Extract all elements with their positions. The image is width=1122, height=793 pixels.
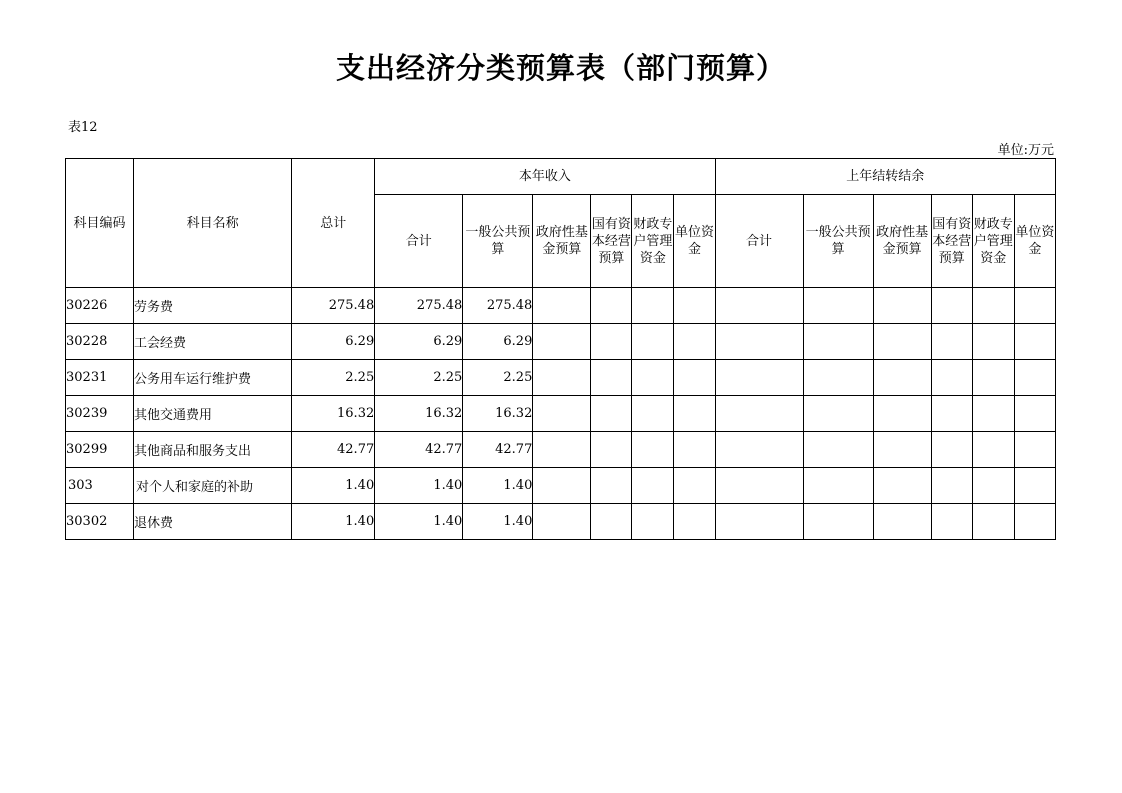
cell-general-budget: 1.40 xyxy=(463,504,533,540)
cell-code: 30231 xyxy=(66,360,134,396)
empty-cell xyxy=(931,324,972,360)
budget-table xyxy=(65,158,1056,540)
empty-cell xyxy=(632,432,674,468)
cell-total: 16.32 xyxy=(292,396,375,432)
cell-subtotal: 6.29 xyxy=(375,324,463,360)
empty-cell xyxy=(533,324,591,360)
empty-cell xyxy=(873,360,931,396)
header-carryover-gov-fund: 政府性基金预算 xyxy=(873,195,931,288)
cell-total: 275.48 xyxy=(292,288,375,324)
cell-code: 30299 xyxy=(66,432,134,468)
empty-cell xyxy=(972,504,1014,540)
empty-cell xyxy=(533,432,591,468)
table-row xyxy=(66,288,1056,324)
empty-cell xyxy=(533,396,591,432)
empty-cell xyxy=(591,396,632,432)
table-number: 表12 xyxy=(68,120,98,135)
table-row xyxy=(66,360,1056,396)
empty-cell xyxy=(632,468,674,504)
table-row xyxy=(66,396,1056,432)
empty-cell xyxy=(1014,432,1055,468)
cell-total: 1.40 xyxy=(292,504,375,540)
empty-cell xyxy=(931,396,972,432)
empty-cell xyxy=(873,396,931,432)
header-carryover-subtotal: 合计 xyxy=(715,195,803,288)
table-row xyxy=(66,432,1056,468)
empty-cell xyxy=(873,468,931,504)
cell-name: 其他商品和服务支出 xyxy=(134,432,292,468)
empty-cell xyxy=(632,324,674,360)
empty-cell xyxy=(931,468,972,504)
cell-general-budget: 6.29 xyxy=(463,324,533,360)
table-row xyxy=(66,504,1056,540)
empty-cell xyxy=(632,504,674,540)
cell-general-budget: 42.77 xyxy=(463,432,533,468)
empty-cell xyxy=(1014,468,1055,504)
empty-cell xyxy=(803,504,873,540)
cell-general-budget: 2.25 xyxy=(463,360,533,396)
empty-cell xyxy=(972,468,1014,504)
empty-cell xyxy=(1014,396,1055,432)
cell-code: 30239 xyxy=(66,396,134,432)
empty-cell xyxy=(803,360,873,396)
cell-name: 其他交通费用 xyxy=(134,396,292,432)
empty-cell xyxy=(931,360,972,396)
empty-cell xyxy=(632,396,674,432)
cell-general-budget: 275.48 xyxy=(463,288,533,324)
empty-cell xyxy=(715,360,803,396)
empty-cell xyxy=(533,504,591,540)
cell-subtotal: 275.48 xyxy=(375,288,463,324)
empty-cell xyxy=(533,360,591,396)
empty-cell xyxy=(674,288,715,324)
empty-cell xyxy=(533,468,591,504)
empty-cell xyxy=(931,288,972,324)
cell-name: 对个人和家庭的补助 xyxy=(134,468,292,504)
header-current-gov-fund: 政府性基金预算 xyxy=(533,195,591,288)
cell-total: 6.29 xyxy=(292,324,375,360)
empty-cell xyxy=(591,504,632,540)
empty-cell xyxy=(873,288,931,324)
empty-cell xyxy=(591,468,632,504)
empty-cell xyxy=(715,468,803,504)
cell-total: 42.77 xyxy=(292,432,375,468)
unit-label: 单位:万元 xyxy=(997,143,1054,158)
empty-cell xyxy=(533,288,591,324)
header-current-subtotal: 合计 xyxy=(375,195,463,288)
empty-cell xyxy=(803,396,873,432)
empty-cell xyxy=(674,360,715,396)
empty-cell xyxy=(803,288,873,324)
empty-cell xyxy=(715,288,803,324)
empty-cell xyxy=(873,504,931,540)
page-title: 支出经济分类预算表（部门预算） xyxy=(335,51,786,85)
empty-cell xyxy=(873,324,931,360)
table-row xyxy=(66,324,1056,360)
empty-cell xyxy=(972,288,1014,324)
empty-cell xyxy=(972,432,1014,468)
empty-cell xyxy=(674,432,715,468)
empty-cell xyxy=(972,324,1014,360)
cell-subtotal: 42.77 xyxy=(375,432,463,468)
header-carryover-unit-funds: 单位资金 xyxy=(1014,195,1055,288)
empty-cell xyxy=(972,360,1014,396)
header-current-year: 本年收入 xyxy=(375,159,715,195)
empty-cell xyxy=(715,504,803,540)
empty-cell xyxy=(591,288,632,324)
cell-code: 30226 xyxy=(66,288,134,324)
empty-cell xyxy=(931,432,972,468)
empty-cell xyxy=(1014,288,1055,324)
cell-code: 303 xyxy=(66,468,134,504)
cell-subtotal: 1.40 xyxy=(375,468,463,504)
cell-total: 1.40 xyxy=(292,468,375,504)
empty-cell xyxy=(1014,360,1055,396)
cell-subtotal: 16.32 xyxy=(375,396,463,432)
empty-cell xyxy=(803,468,873,504)
cell-general-budget: 16.32 xyxy=(463,396,533,432)
empty-cell xyxy=(674,396,715,432)
cell-name: 公务用车运行维护费 xyxy=(134,360,292,396)
empty-cell xyxy=(674,324,715,360)
empty-cell xyxy=(591,324,632,360)
header-carryover: 上年结转结余 xyxy=(715,159,1055,195)
cell-subtotal: 2.25 xyxy=(375,360,463,396)
header-current-general-budget: 一般公共预算 xyxy=(463,195,533,288)
empty-cell xyxy=(931,504,972,540)
empty-cell xyxy=(674,504,715,540)
header-carryover-state-capital: 国有资本经营预算 xyxy=(931,195,972,288)
empty-cell xyxy=(1014,504,1055,540)
cell-total: 2.25 xyxy=(292,360,375,396)
empty-cell xyxy=(591,360,632,396)
cell-name: 工会经费 xyxy=(134,324,292,360)
header-carryover-fiscal-special: 财政专户管理资金 xyxy=(972,195,1014,288)
header-current-fiscal-special: 财政专户管理资金 xyxy=(632,195,674,288)
header-name: 科目名称 xyxy=(134,159,292,288)
empty-cell xyxy=(972,396,1014,432)
empty-cell xyxy=(873,432,931,468)
empty-cell xyxy=(715,324,803,360)
cell-name: 退休费 xyxy=(134,504,292,540)
empty-cell xyxy=(715,396,803,432)
empty-cell xyxy=(632,360,674,396)
empty-cell xyxy=(632,288,674,324)
header-current-unit-funds: 单位资金 xyxy=(674,195,715,288)
header-current-state-capital: 国有资本经营预算 xyxy=(591,195,632,288)
cell-subtotal: 1.40 xyxy=(375,504,463,540)
empty-cell xyxy=(1014,324,1055,360)
empty-cell xyxy=(803,324,873,360)
empty-cell xyxy=(674,468,715,504)
header-carryover-general-budget: 一般公共预算 xyxy=(803,195,873,288)
empty-cell xyxy=(591,432,632,468)
empty-cell xyxy=(715,432,803,468)
cell-code: 30302 xyxy=(66,504,134,540)
empty-cell xyxy=(803,432,873,468)
cell-general-budget: 1.40 xyxy=(463,468,533,504)
header-total: 总计 xyxy=(292,159,375,288)
table-row xyxy=(66,468,1056,504)
cell-code: 30228 xyxy=(66,324,134,360)
cell-name: 劳务费 xyxy=(134,288,292,324)
header-code: 科目编码 xyxy=(66,159,134,288)
